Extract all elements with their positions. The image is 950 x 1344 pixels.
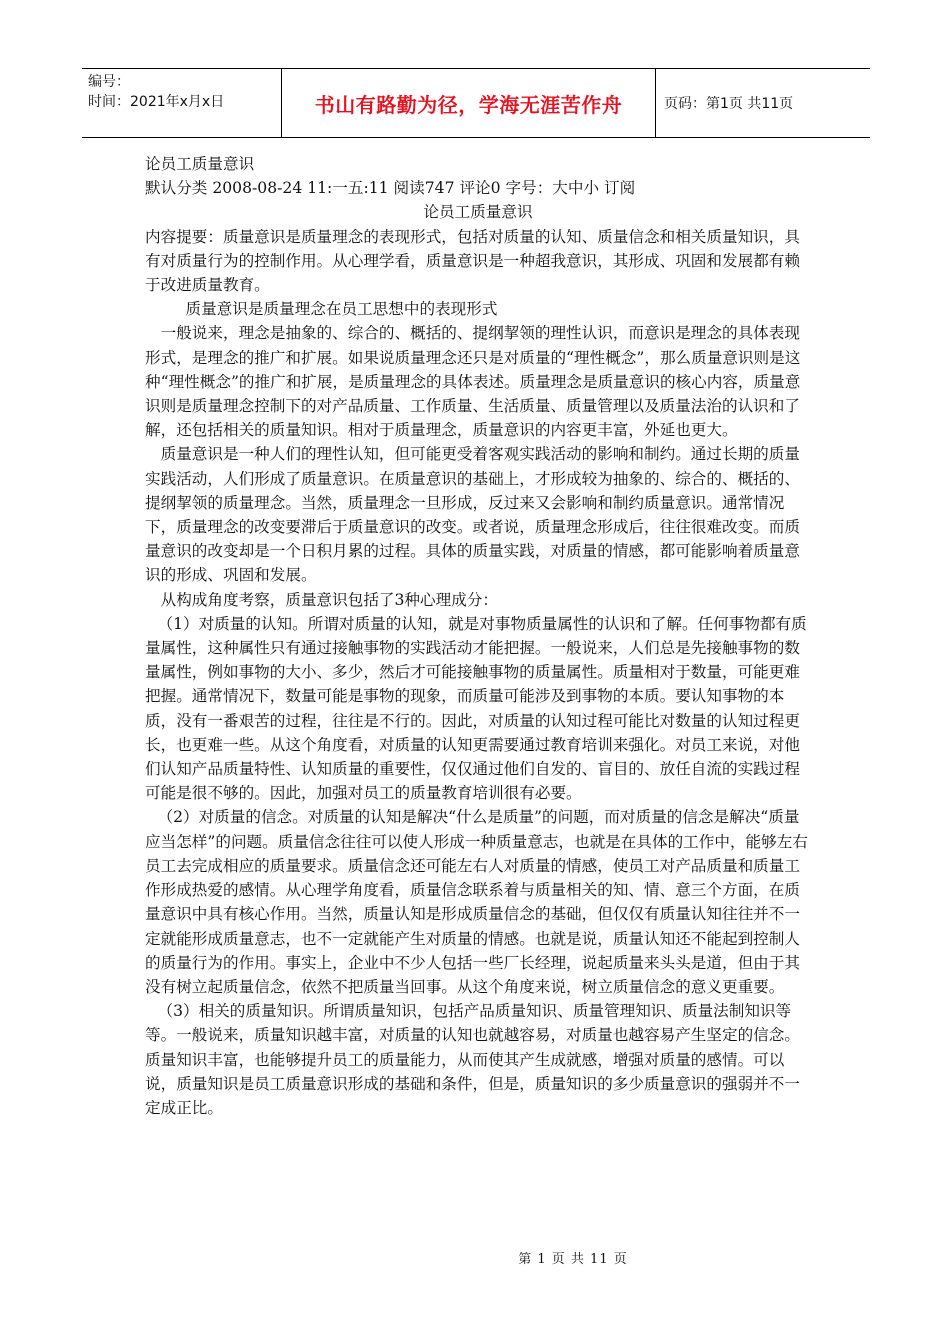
article-title: 论员工质量意识 [145, 155, 255, 173]
doc-number-label: 编号： [88, 74, 130, 90]
article-meta: 默认分类 2008-08-24 11:一五:11 阅读747 评论0 字号：大中小 订阅 [145, 179, 636, 198]
article-body [145, 152, 811, 1120]
doc-date-label: 时间：2021年x月x日 [88, 94, 225, 110]
article-abstract: 内容提要：质量意识是质量理念的表现形式，包括对质量的认知、质量信念和相关质量知识，具有对质量行为的控制作用。从心理学看，质量意识是一种超我意识，其形成、巩固和发展都有赖于改进质量教育。 [145, 227, 800, 295]
section-heading: 质量意识是质量理念在员工思想中的表现形式 [185, 300, 498, 319]
header-meta-cell [82, 69, 282, 137]
header-page-info: 页码：第1页 共11页 [664, 96, 794, 112]
page-header [82, 68, 870, 138]
paragraph: （3）相关的质量知识。所谓质量知识，包括产品质量知识、质量管理知识、质量法制知识等等。一般说来，质量知识越丰富，对质量的认知也就越容易，对质量也越容易产生坚定的信念。质量知识丰富，也能够提升员工的质量能力，从而使其产生成就感，增强对质量的感情。可以说，质量知识是员工质量意识形成的基础和条件，但是，质量知识的多少质量意识的强弱并不一定成正比。 [145, 1002, 800, 1117]
paragraph: （2）对质量的信念。对质量的认知是解决“什么是质量”的问题，而对质量的信念是解决“质量应当怎样”的问题。质量信念往往可以使人形成一种质量意志，也就是在具体的工作中，能够左右员工去完成相应的质量要求。质量信念还可能左右人对质量的情感，使员工对产品质量和质量工作形成热爱的感情。从心理学角度看，质量信念联系着与质量相关的知、情、意三个方面，在质量意识中具有核心作用。当然，质量认知是形成质量信念的基础，但仅仅有质量认知往往并不一定就能形成质量意志，也不一定就能产生对质量的情感。也就是说，质量认知还不能起到控制人的质量行为的作用。事实上，企业中不少人包括一些厂长经理，说起质量来头头是道，但由于其没有树立起质量信念，依然不把质量当回事。从这个角度来说，树立质量信念的意义更重要。 [145, 808, 808, 996]
paragraph: 从构成角度考察，质量意识包括了3种心理成分： [160, 590, 498, 609]
paragraph: 质量意识是一种人们的理性认知，但可能更受着客观实践活动的影响和制约。通过长期的质量实践活动，人们形成了质量意识。在质量意识的基础上，才形成较为抽象的、综合的、概括的、提纲挈领的质量理念。当然，质量理念一旦形成，反过来又会影响和制约质量意识。通常情况下，质量理念的改变要滞后于质量意识的改变。或者说，质量理念形成后，往往很难改变。而质量意识的改变却是一个日积月累的过程。具体的质量实践，对质量的情感，都可能影响着质量意识的形成、巩固和发展。 [145, 445, 800, 585]
paragraph: 一般说来，理念是抽象的、综合的、概括的、提纲挈领的理性认识，而意识是理念的具体表现形式，是理念的推广和扩展。如果说质量理念还只是对质量的“理性概念”，那么质量意识则是这种“理性概念”的推广和扩展，是质量理念的具体表述。质量理念是质量意识的核心内容，质量意识则是质量理念控制下的对产品质量、工作质量、生活质量、质量管理以及质量法治的认识和了解，还包括相关的质量知识。相对于质量理念，质量意识的内容更丰富，外延也更大。 [145, 324, 801, 440]
article-center-title: 论员工质量意识 [423, 203, 533, 222]
header-motto: 书山有路勤为径，学海无涯苦作舟 [282, 69, 656, 137]
page-footer: 第 1 页 共 11 页 [518, 1252, 628, 1267]
paragraph: （1）对质量的认知。所谓对质量的认知，就是对事物质量属性的认识和了解。任何事物都有质量属性，这种属性只有通过接触事物的实践活动才能把握。一般说来，人们总是先接触事物的数量属性，例如事物的大小、多少，然后才可能接触事物的质量属性。质量相对于数量，可能更难把握。通常情况下，数量可能是事物的现象，而质量可能涉及到事物的本质。要认知事物的本质，没有一番艰苦的过程，往往是不行的。因此，对质量的认知过程可能比对数量的认知过程更长，也更难一些。从这个角度看，对质量的认知更需要通过教育培训来强化。对员工来说，对他们认知产品质量特性、认知质量的重要性，仅仅通过他们自发的、盲目的、放任自流的实践过程可能是很不够的。因此，加强对员工的质量教育培训很有必要。 [145, 614, 807, 803]
